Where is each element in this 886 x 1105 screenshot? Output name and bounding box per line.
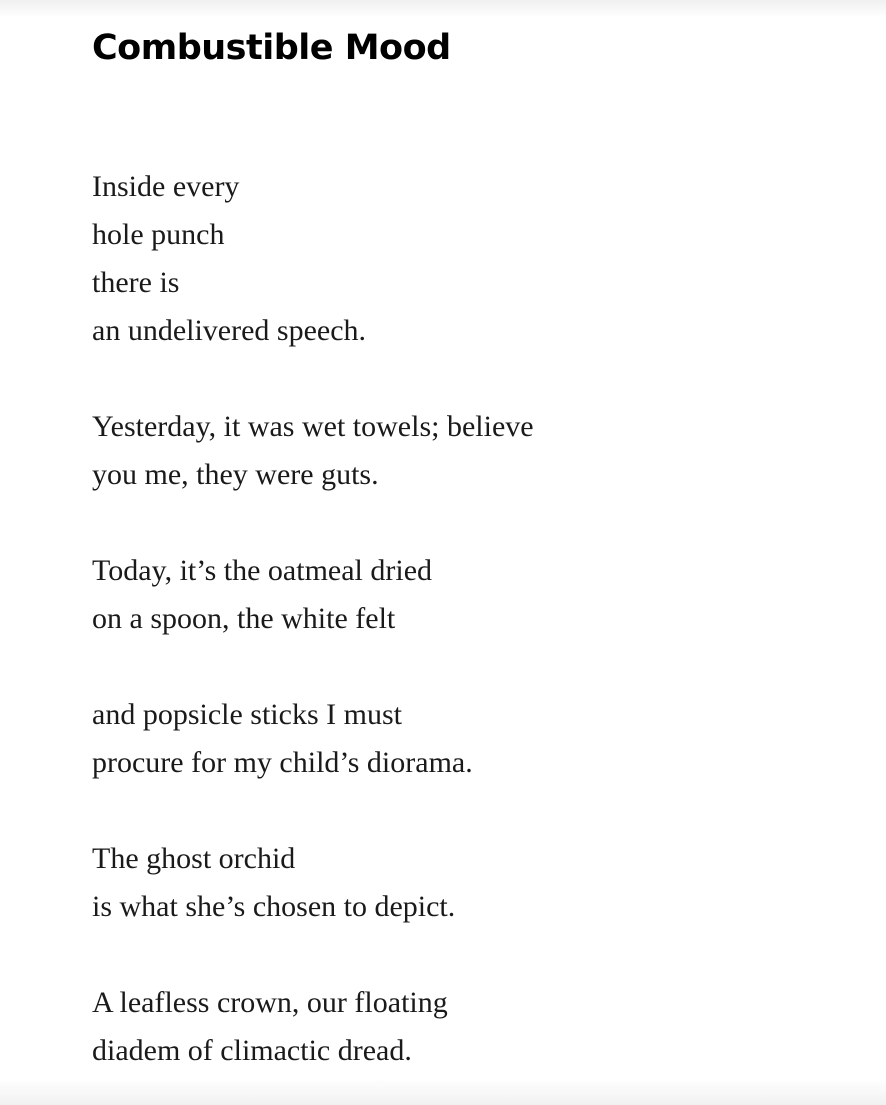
poem-line: is what she’s chosen to depict.: [92, 890, 456, 923]
stanza: [92, 552, 852, 648]
poem-line: diadem of climactic dread.: [92, 1034, 412, 1067]
poem-title: Combustible Mood: [92, 28, 451, 68]
poem-line: procure for my child’s diorama.: [92, 746, 473, 779]
top-edge-shadow: [0, 0, 886, 18]
poem-line: and popsicle sticks I must: [92, 698, 402, 731]
poem-line: an undelivered speech.: [92, 314, 367, 347]
poem-line: Today, it’s the oatmeal dried: [92, 554, 433, 587]
poem-line: Inside every: [92, 170, 240, 203]
stanza: [92, 984, 852, 1080]
poem-body: [92, 168, 852, 1105]
poem-line: hole punch: [92, 218, 225, 251]
stanza: [92, 168, 852, 360]
stanza: [92, 696, 852, 792]
poem-line: A leafless crown, our floating: [92, 986, 448, 1019]
poem-line: you me, they were guts.: [92, 458, 379, 491]
poem-line: The ghost orchid: [92, 842, 296, 875]
bottom-edge-shadow: [0, 1079, 886, 1105]
stanza: [92, 408, 852, 504]
stanza: [92, 840, 852, 936]
poem-line: there is: [92, 266, 180, 299]
poem-line: on a spoon, the white felt: [92, 602, 396, 635]
poem-line: Yesterday, it was wet towels; believe: [92, 410, 534, 443]
